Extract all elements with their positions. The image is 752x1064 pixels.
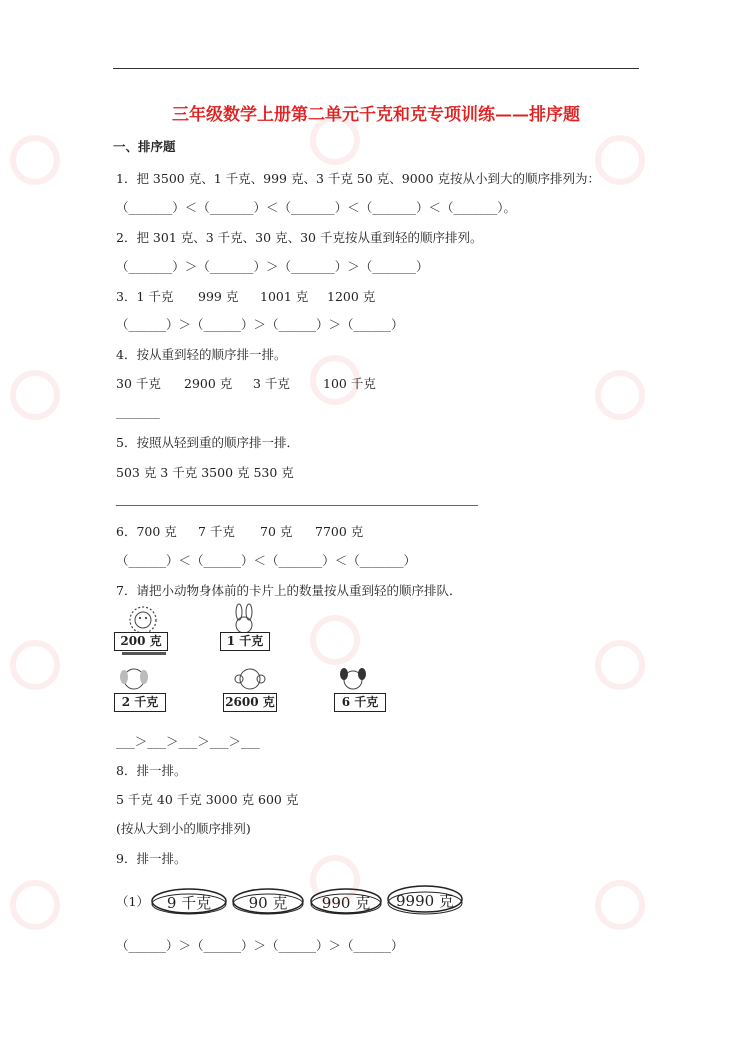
q4-item: 3 千克 <box>253 376 290 391</box>
puppy-icon <box>335 665 371 695</box>
plate-label: 9 千克 <box>166 894 212 912</box>
card-stand <box>122 652 166 655</box>
q3-answer[interactable]: （______）＞（______）＞（______）＞（______） <box>116 317 404 332</box>
q6-answer[interactable]: （______）＜（______）＜（_______）＜（_______） <box>116 553 417 568</box>
watermark-icon <box>13 643 57 687</box>
q7-text: 7．请把小动物身体前的卡片上的数量按从重到轻的顺序排队． <box>116 583 462 598</box>
weight-card: 1 千克 <box>220 632 270 651</box>
q3-item: 999 克 <box>198 289 239 304</box>
q4-text: 4．按从重到轻的顺序排一排。 <box>116 347 287 362</box>
watermark-icon <box>313 618 357 662</box>
watermark-icon <box>13 883 57 927</box>
q5-items: 503 克 3 千克 3500 克 530 克 <box>116 465 294 480</box>
weight-card: 2600 克 <box>223 693 277 712</box>
section-heading: 一、排序题 <box>113 139 176 154</box>
dog-icon <box>116 665 152 695</box>
watermark-icon <box>598 138 642 182</box>
q1-text: 1．把 3500 克、1 千克、999 克、3 千克 50 克、9000 克按从小到大的顺序排列为： <box>116 171 601 186</box>
q3-item: 1001 克 <box>260 289 309 304</box>
rabbit-icon <box>225 603 265 635</box>
header-rule <box>113 68 639 69</box>
watermark-icon <box>598 643 642 687</box>
weight-card: 6 千克 <box>334 693 386 712</box>
q8-items: 5 千克 40 千克 3000 克 600 克 <box>116 792 299 807</box>
page-title: 三年级数学上册第二单元千克和克专项训练——排序题 <box>172 105 580 125</box>
watermark-icon <box>13 138 57 182</box>
plate <box>150 886 228 916</box>
watermark-icon <box>598 883 642 927</box>
q6-item: 7 千克 <box>198 524 235 539</box>
monkey-icon <box>230 665 270 695</box>
plate-label: 990 克 <box>321 894 371 912</box>
q7-answer[interactable]: ___＞___＞___＞___＞___ <box>116 734 260 749</box>
q8-text: 8．排一排。 <box>116 763 187 778</box>
q3-item: 1200 克 <box>327 289 376 304</box>
weight-card: 200 克 <box>114 632 168 651</box>
q9-sub-label: （1） <box>116 894 149 909</box>
plate-label: 9990 克 <box>396 892 454 910</box>
q2-text: 2．把 301 克、3 千克、30 克、30 千克按从重到轻的顺序排列。 <box>116 230 483 245</box>
watermark-icon <box>598 373 642 417</box>
q8-note: (按从大到小的顺序排列) <box>116 821 251 836</box>
q6-item: 7700 克 <box>315 524 364 539</box>
q9-text: 9．排一排。 <box>116 851 187 866</box>
q4-item: 100 千克 <box>323 376 376 391</box>
q5-answer-line[interactable] <box>116 505 478 506</box>
q4-item: 2900 克 <box>184 376 233 391</box>
q6-item: 6．700 克 <box>116 524 177 539</box>
watermark-icon <box>13 373 57 417</box>
plate-label: 90 克 <box>248 894 288 912</box>
q4-item: 30 千克 <box>116 376 161 391</box>
plate <box>386 884 464 916</box>
q5-text: 5．按照从轻到重的顺序排一排． <box>116 435 299 450</box>
q3-item: 3．1 千克 <box>116 289 174 304</box>
q2-answer[interactable]: （_______）＞（_______）＞（_______）＞（_______） <box>116 259 429 274</box>
q1-answer[interactable]: （_______）＜（_______）＜（_______）＜（_______）＜（_______）。 <box>116 200 517 215</box>
q9-answer[interactable]: （______）＞（______）＞（______）＞（______） <box>116 938 404 953</box>
plate <box>231 886 305 916</box>
q4-answer[interactable]: _______ <box>116 404 160 419</box>
plate <box>309 886 383 916</box>
weight-card: 2 千克 <box>114 693 166 712</box>
q6-item: 70 克 <box>260 524 293 539</box>
